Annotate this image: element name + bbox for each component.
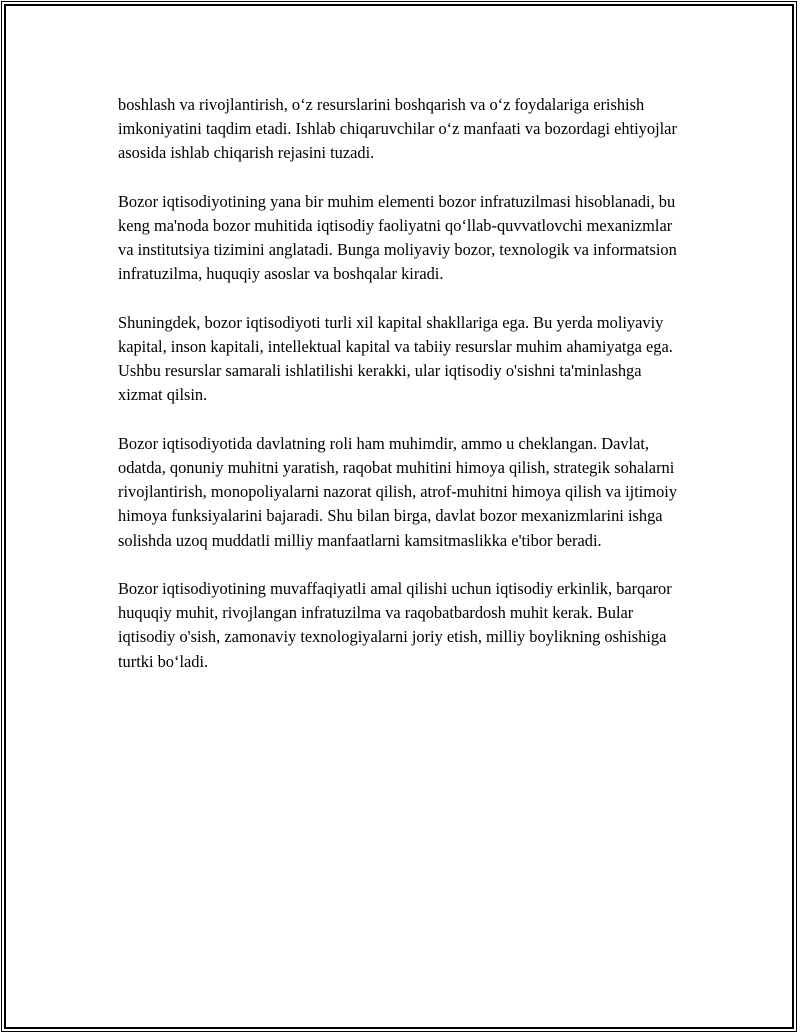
paragraph-4: Bozor iqtisodiyotida davlatning roli ham muhimdir, ammo u cheklangan. Davlat, odatda, qonuniy muhitni yaratish, raqobat muhitini himoya qilish, strategik sohalarni rivojlantirish, monopoliyalarni nazorat qilish, atrof-muhitni himoya qilish va ijtimoiy himoya funksiyalarini bajaradi. Shu bilan birga, davlat bozor mexanizmlarini ishga solishda uzoq muddatli milliy manfaatlarni kamsitmaslikka e'tibor beradi. — [118, 433, 678, 550]
paragraph-3: Shuningdek, bozor iqtisodiyoti turli xil kapital shakllariga ega. Bu yerda moliyaviy kapital, inson kapitali, intellektual kapital va tabiiy resurslar muhim ahamiyatga ega. Ushbu resurslar samarali ishlatilishi kerakki, ular iqtisodiy o'sishni ta'minlashga xizmat qilsin. — [118, 312, 673, 405]
paragraph-1: boshlash va rivojlantirish, o‘z resurslarini boshqarish va o‘z foydalariga erishish imkoniyatini taqdim etadi. Ishlab chiqaruvchilar o‘z manfaati va bozordagi ehtiyojlar asosida ishlab chiqarish rejasini tuzadi. — [118, 95, 677, 163]
paragraph-2: Bozor iqtisodiyotining yana bir muhim elementi bozor infratuzilmasi hisoblanadi, bu keng ma'noda bozor muhitida iqtisodiy faoliyatni qo‘llab-quvvatlovchi mexanizmlar va institutsiya tizimini anglatadi. Bunga moliyaviy bozor, texnologik va informatsion infratuzilma, huquqiy asoslar va boshqalar kiradi. — [118, 191, 677, 284]
paragraph-5: Bozor iqtisodiyotining muvaffaqiyatli amal qilishi uchun iqtisodiy erkinlik, barqaror huquqiy muhit, rivojlangan infratuzilma va raqobatbardosh muhit kerak. Bular iqtisodiy o'sish, zamonaviy texnologiyalarni joriy etish, milliy boylikning oshishiga turtki bo‘ladi. — [118, 579, 672, 671]
document-body — [118, 93, 678, 698]
